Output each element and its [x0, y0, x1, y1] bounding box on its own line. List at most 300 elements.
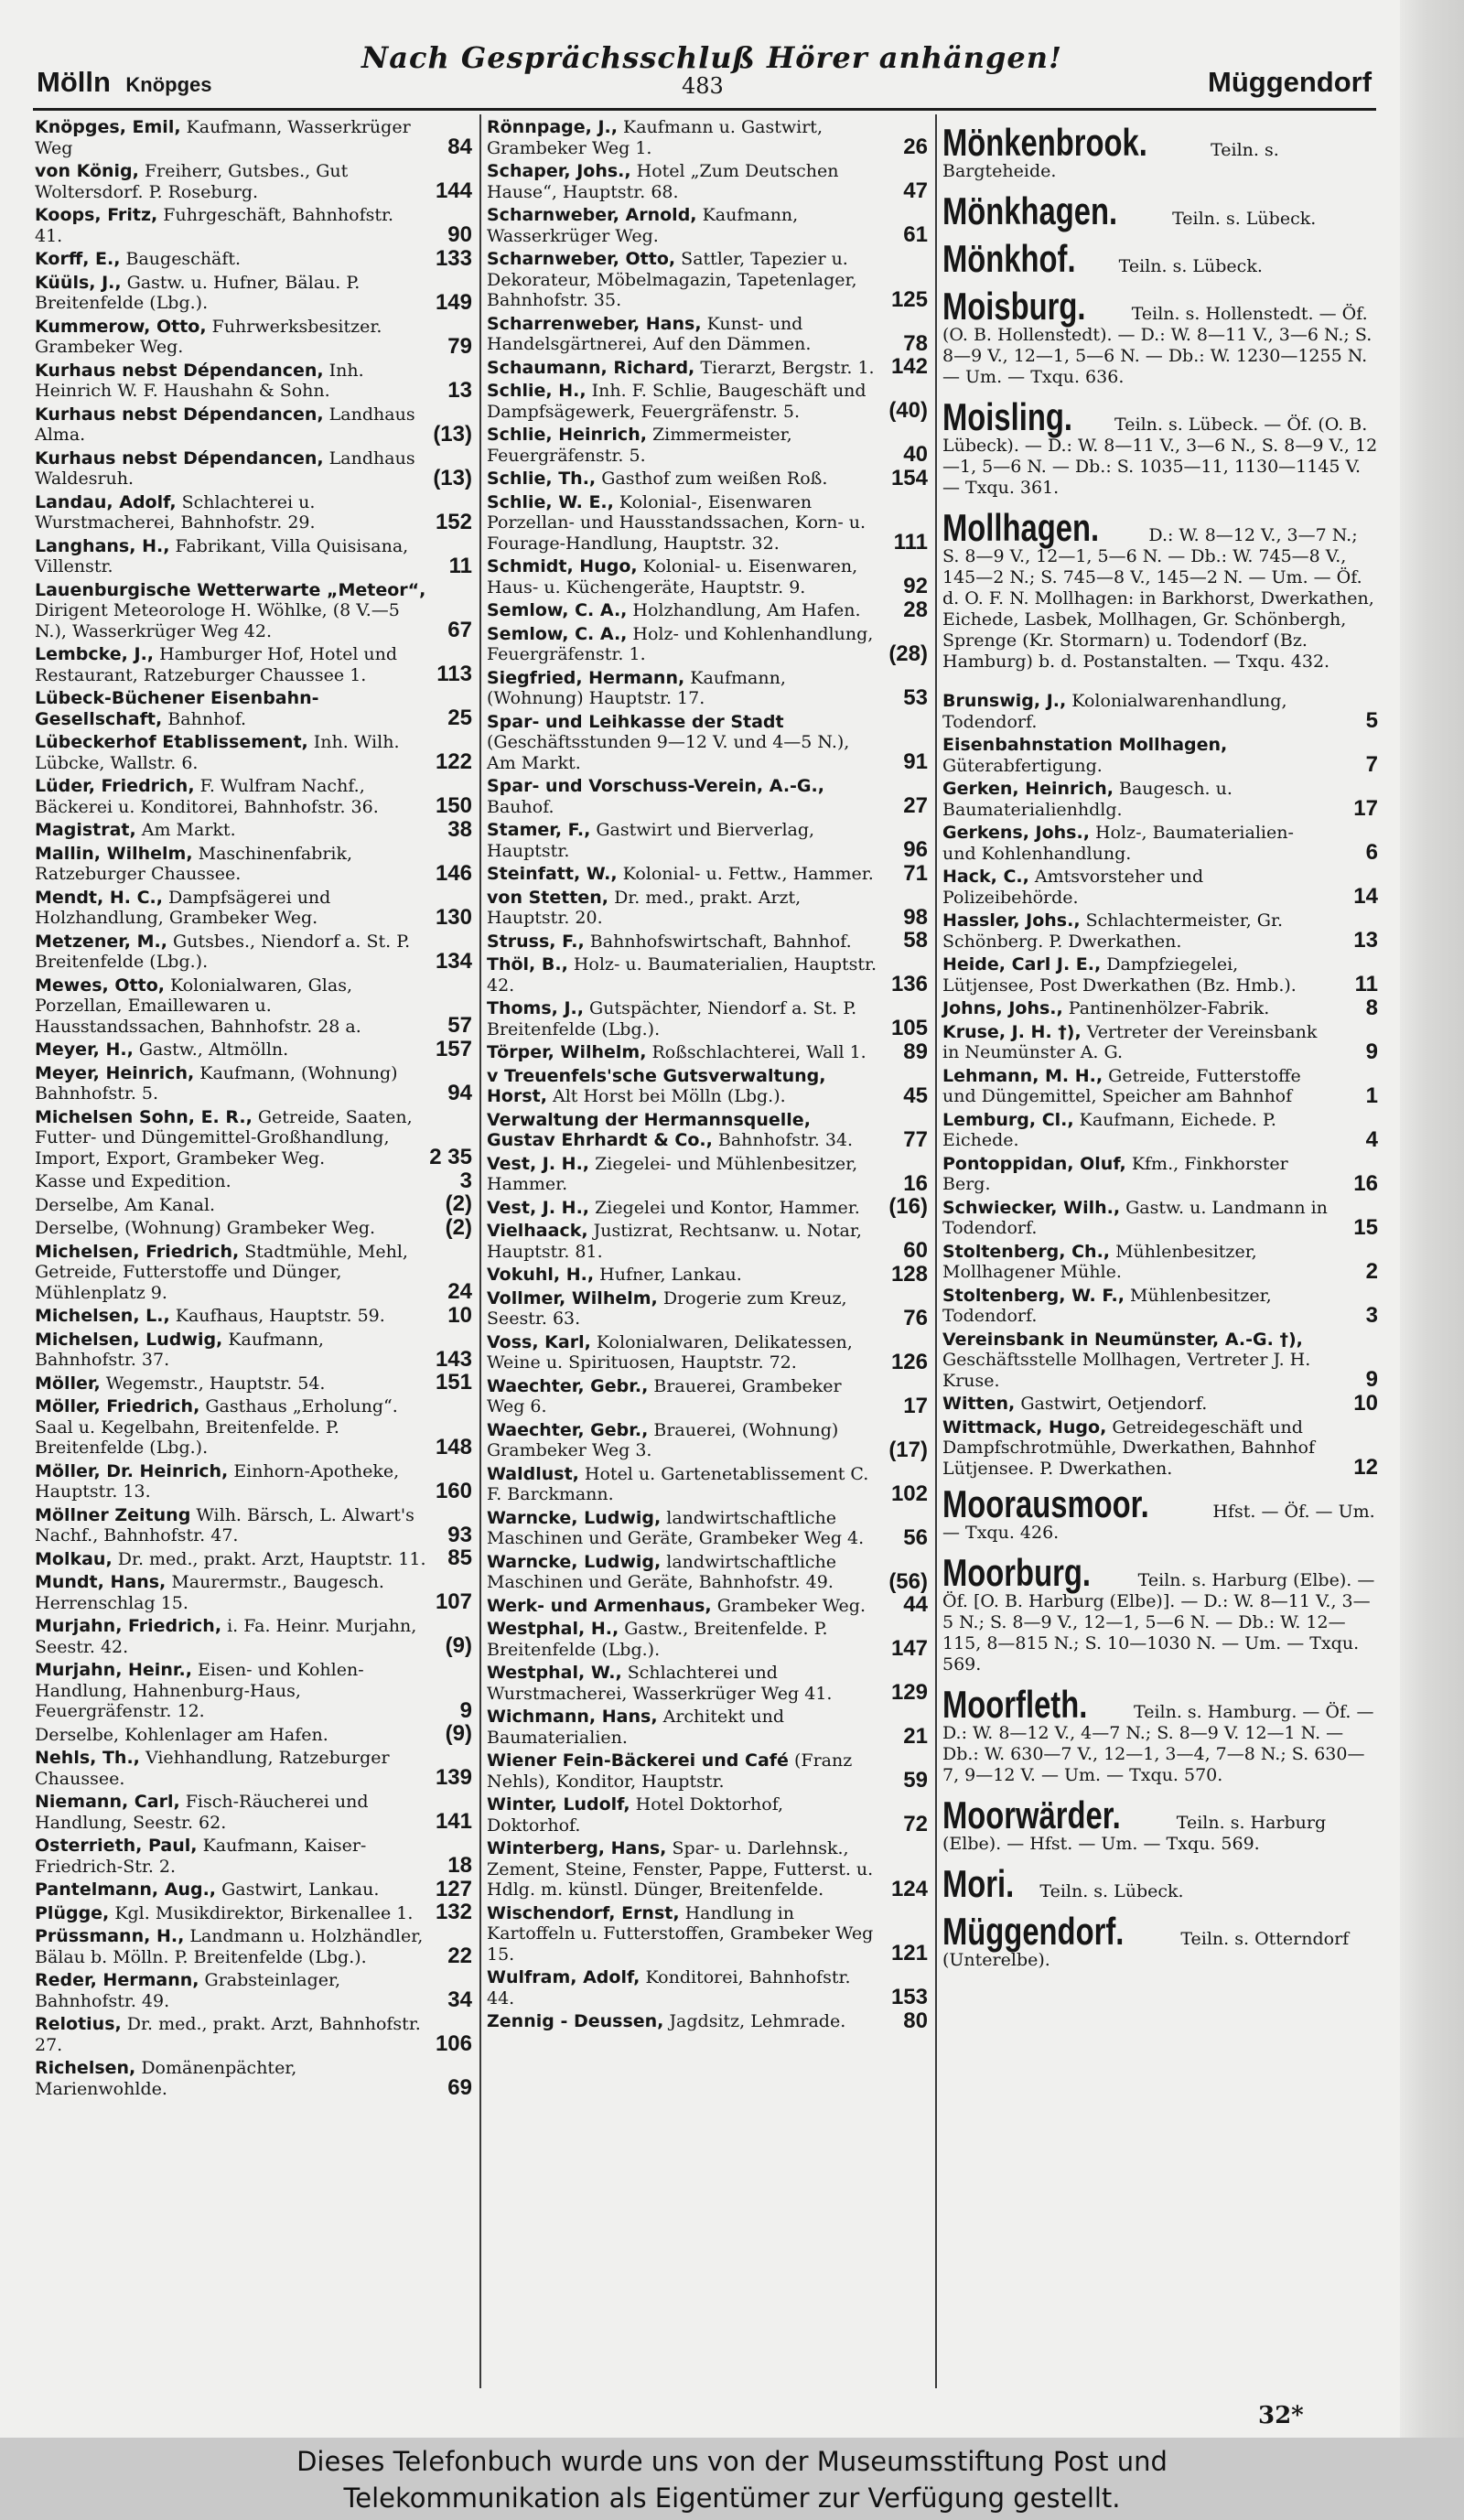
- directory-entry: [35, 932, 472, 973]
- entry-name: Gerken, Heinrich,: [942, 779, 1114, 799]
- entry-phone-number: 27: [903, 793, 928, 818]
- entry-details: Kgl. Musikdirektor, Birkenallee 1.: [114, 1902, 414, 1923]
- directory-entry: [942, 1417, 1378, 1480]
- entry-name: Steinfatt, W.,: [487, 864, 618, 884]
- entry-name: von König,: [35, 161, 139, 181]
- town-heading: [942, 237, 1378, 280]
- town-heading: [942, 506, 1378, 673]
- entry-phone-number: 26: [903, 135, 928, 159]
- entry-details: Gastw., Altmölln.: [138, 1039, 289, 1060]
- entry-phone-number: 89: [903, 1039, 928, 1064]
- entry-details: Landhaus Waldesruh.: [35, 447, 415, 489]
- directory-entry: [942, 954, 1378, 996]
- directory-entry: [487, 888, 928, 929]
- entry-phone-number: 96: [903, 837, 928, 862]
- entry-phone-number: 133: [435, 245, 472, 271]
- entry-name: Lübeckerhof Etablissement,: [35, 732, 308, 752]
- entry-name: Törper, Wilhelm,: [487, 1042, 647, 1062]
- entry-name: Westphal, H.,: [487, 1619, 619, 1639]
- entry-phone-number: 148: [435, 1434, 472, 1459]
- entry-phone-number: (28): [888, 641, 928, 666]
- directory-entry: [487, 1903, 928, 1965]
- entry-phone-number: 144: [435, 178, 472, 203]
- entry-name: Lüder, Friedrich,: [35, 776, 195, 796]
- entry-phone-number: 107: [435, 1589, 472, 1614]
- entry-details: Hamburger Hof, Hotel und Restaurant, Ratzeburger Chaussee 1.: [35, 644, 398, 685]
- entry-details: Fabrikant, Villa Quisisana, Villenstr.: [35, 535, 409, 576]
- entry-name: Heide, Carl J. E.,: [942, 954, 1102, 975]
- column-divider: [479, 114, 481, 2388]
- entry-details: Sattler, Tapezier u. Dekorateur, Möbelmagazin, Tapetenlager, Bahnhofstr. 35.: [487, 249, 857, 310]
- entry-phone-number: 18: [447, 1853, 472, 1878]
- entry-name: Schlie, Heinrich,: [487, 425, 647, 445]
- entry-name: Mewes, Otto,: [35, 975, 165, 996]
- directory-entry: [487, 117, 928, 158]
- entry-phone-number: 3: [459, 1168, 472, 1193]
- town-name: Müggendorf.: [942, 1910, 1125, 1953]
- directory-entry: [35, 1505, 472, 1546]
- directory-entry: [487, 1592, 928, 1617]
- entry-details: Hufner, Lankau.: [599, 1265, 742, 1285]
- directory-entry: [487, 1110, 928, 1151]
- entry-phone-number: 13: [1353, 928, 1378, 953]
- entry-name: Waldlust,: [487, 1463, 579, 1484]
- entry-phone-number: 105: [890, 1016, 928, 1040]
- directory-entry: [35, 117, 472, 158]
- entry-name: Stamer, F.,: [487, 820, 591, 840]
- entry-name: Struss, F.,: [487, 931, 585, 952]
- directory-entry: [35, 580, 472, 642]
- entry-name: Lübeck-Büchener Eisenbahn-Gesellschaft,: [35, 688, 319, 729]
- entry-details: Kaufhaus, Hauptstr. 59.: [175, 1306, 385, 1326]
- directory-entry: [35, 1926, 472, 1967]
- entry-details: Amtsvorsteher und Polizeibehörde.: [942, 867, 1204, 908]
- directory-entry: [942, 779, 1378, 820]
- entry-name: Relotius,: [35, 2014, 122, 2034]
- entry-name: Mallin, Wilhelm,: [35, 843, 193, 864]
- entry-name: Spar- und Leihkasse der Stadt: [487, 711, 784, 732]
- column-1: [35, 117, 472, 2102]
- entry-phone-number: 160: [435, 1478, 472, 1503]
- directory-entry: [487, 492, 928, 555]
- entry-details: Kaufmann, Wasserkrüger Weg: [35, 117, 411, 158]
- directory-entry: [942, 1154, 1378, 1195]
- directory-entry: [35, 205, 472, 246]
- entry-details: Mühlenbesitzer, Todendorf.: [942, 1285, 1272, 1326]
- directory-entry: [487, 1464, 928, 1505]
- directory-entry: [487, 1552, 928, 1593]
- entry-phone-number: 59: [903, 1768, 928, 1793]
- directory-entry: [487, 1194, 928, 1219]
- entry-name: Gerkens, Johs.,: [942, 823, 1090, 843]
- entry-details: Inh. F. Schlie, Baugeschäft und Dampfsägewerk, Feuergräfenstr. 5.: [487, 381, 867, 422]
- entry-phone-number: 134: [435, 948, 472, 974]
- entry-phone-number: 146: [435, 860, 472, 886]
- directory-entry: [35, 245, 472, 271]
- directory-entry: [487, 425, 928, 466]
- entry-details: Kolonial- u. Eisenwaren, Haus- u. Küchengeräte, Hauptstr. 9.: [487, 556, 858, 598]
- entry-phone-number: 149: [435, 289, 472, 315]
- entry-name: von Stetten,: [487, 887, 609, 908]
- entry-name: Mendt, H. C.,: [35, 887, 163, 908]
- town-heading: [942, 1910, 1378, 1971]
- entry-phone-number: 16: [1353, 1170, 1378, 1196]
- directory-entry: [487, 597, 928, 622]
- entry-details: Gastw., Breitenfelde. P. Breitenfelde (Lbg.).: [487, 1619, 828, 1660]
- entry-name: Lauenburgische Wetterwarte „Meteor“,: [35, 579, 426, 600]
- entry-details: i. Fa. Heinr. Murjahn, Seestr. 42.: [35, 1616, 417, 1657]
- directory-entry: [487, 860, 928, 886]
- town-heading: [942, 1862, 1378, 1905]
- entry-details: landwirtschaftliche Maschinen und Geräte, Bahnhofstr. 49.: [487, 1551, 837, 1592]
- entry-details: Gastwirt, Lankau.: [221, 1879, 380, 1900]
- entry-details: Roßschlachterei, Wall 1.: [651, 1042, 867, 1062]
- directory-entry: [35, 1900, 472, 1924]
- entry-details: Alt Horst bei Mölln (Lbg.).: [552, 1086, 786, 1106]
- entry-details: Holz- und Kohlenhandlung, Feuergräfenstr. 1.: [487, 623, 874, 664]
- directory-entry: [35, 776, 472, 817]
- entry-phone-number: 1: [1365, 1082, 1378, 1108]
- entry-details: Brauerei, (Wohnung) Grambeker Weg 3.: [487, 1419, 839, 1460]
- entry-phone-number: 12: [1353, 1455, 1378, 1480]
- directory-entry: [35, 1970, 472, 2011]
- directory-entry: [487, 1663, 928, 1704]
- entry-details: Kaufmann, (Wohnung) Hauptstr. 17.: [487, 667, 786, 708]
- entry-name: Semlow, C. A.,: [487, 600, 628, 620]
- entry-phone-number: 9: [1365, 1039, 1378, 1064]
- entry-phone-number: 90: [447, 222, 472, 247]
- entry-phone-number: 71: [903, 860, 928, 886]
- entry-details: Kaufmann, Wasserkrüger Weg.: [487, 205, 799, 246]
- directory-entry: [487, 820, 928, 861]
- entry-phone-number: 93: [447, 1522, 472, 1547]
- entry-details: Holz- u. Baumaterialien, Hauptstr. 42.: [487, 954, 877, 996]
- directory-entry: [487, 776, 928, 817]
- page-mark: 32*: [1258, 2402, 1304, 2429]
- entry-name: Pontoppidan, Oluf,: [942, 1153, 1126, 1174]
- entry-details: Dirigent Meteorologe H. Wöhlke, (8 V.—5 N.), Wasserkrüger Weg 42.: [35, 600, 400, 641]
- town-heading: [942, 189, 1378, 232]
- entry-phone-number: 40: [903, 442, 928, 467]
- entry-phone-number: 60: [903, 1238, 928, 1263]
- town-heading: [942, 1683, 1378, 1786]
- entry-details: Derselbe, Am Kanal.: [35, 1194, 216, 1215]
- directory-entry: [487, 1838, 928, 1901]
- directory-entry: [35, 1370, 472, 1395]
- town-name: Mönkenbrook.: [942, 121, 1147, 164]
- entry-phone-number: 157: [435, 1036, 472, 1061]
- entry-phone-number: 4: [1365, 1126, 1378, 1152]
- entry-details: Grambeker Weg.: [716, 1595, 867, 1616]
- entry-name: Hassler, Johs.,: [942, 910, 1081, 931]
- entry-phone-number: 9: [459, 1697, 472, 1723]
- town-details: Teiln. s. Otterndorf (Unterelbe).: [942, 1929, 1350, 1970]
- entry-phone-number: 38: [447, 816, 472, 842]
- directory-entry: [487, 668, 928, 709]
- directory-entry: [487, 1619, 928, 1660]
- entry-details: Holz-, Baumaterialien- und Kohlenhandlung.: [942, 823, 1294, 864]
- directory-entry: [487, 624, 928, 665]
- town-details: Teiln. s. Harburg (Elbe). — Hfst. — Um. — Txqu. 569.: [942, 1813, 1327, 1854]
- entry-name: Schaper, Johs.,: [487, 161, 631, 181]
- entry-details: Kolonial-, Eisenwaren Porzellan- und Hausstandssachen, Korn- u. Fourage-Handlung, Hauptstr. 32.: [487, 491, 867, 554]
- entry-phone-number: 45: [903, 1082, 928, 1108]
- entry-details: Kolonialwarenhandlung, Todendorf.: [942, 691, 1287, 732]
- entry-phone-number: 139: [435, 1765, 472, 1790]
- directory-entry: [35, 1302, 472, 1328]
- directory-entry: [942, 1198, 1378, 1239]
- entry-details: Justizrat, Rechtsanw. u. Notar, Hauptstr. 81.: [487, 1221, 862, 1262]
- town-heading: [942, 1551, 1378, 1675]
- entry-phone-number: 10: [447, 1302, 472, 1328]
- town-heading: [942, 285, 1378, 388]
- entry-details: Inh. Wilh. Lübcke, Wallstr. 6.: [35, 732, 400, 773]
- header-location: Mölln: [37, 66, 111, 98]
- directory-entry: [35, 361, 472, 402]
- directory-entry: [35, 644, 472, 685]
- entry-details: Landhaus Alma.: [35, 404, 415, 445]
- entry-details: Maschinenfabrik, Ratzeburger Chaussee.: [35, 843, 353, 884]
- entry-phone-number: 142: [890, 354, 928, 379]
- entry-phone-number: 125: [890, 286, 928, 312]
- entry-phone-number: 151: [435, 1370, 472, 1395]
- directory-entry: [35, 161, 472, 202]
- town-details: Teiln. s. Lübeck.: [1118, 256, 1263, 276]
- entry-name: Scharnweber, Arnold,: [487, 205, 697, 225]
- entry-details: Bauhof.: [487, 796, 554, 817]
- entry-name: Richelsen,: [35, 2058, 136, 2078]
- town-details: Teiln. s. Hollenstedt. — Öf. (O. B. Hollenstedt). — D.: W. 8—11 V., 3—6 N.; S. 8—9 V., 12—1, 5—6 N. — Db.: W. 1230—1255 N. — Um. — Txqu. 636.: [942, 304, 1372, 387]
- entry-details: Gastw. u. Landmann in Todendorf.: [942, 1197, 1328, 1238]
- entry-phone-number: 102: [890, 1481, 928, 1506]
- directory-entry: [35, 975, 472, 1038]
- entry-phone-number: 69: [447, 2075, 472, 2100]
- town-heading: [942, 121, 1378, 182]
- directory-entry: [487, 205, 928, 246]
- entry-phone-number: 15: [1353, 1214, 1378, 1240]
- town-details: Teiln. s. Bargteheide.: [942, 140, 1279, 181]
- directory-entry: [487, 1707, 928, 1748]
- entry-details: Gastwirt, Oetjendorf.: [1020, 1394, 1208, 1414]
- entry-name: Winter, Ludolf,: [487, 1794, 630, 1815]
- entry-details: Güterabfertigung.: [942, 755, 1103, 776]
- directory-entry: [487, 1750, 928, 1792]
- page-edge: [1400, 0, 1464, 2438]
- entry-phone-number: 17: [1353, 796, 1378, 821]
- entry-details: Wilh. Bärsch, L. Alwart's Nachf., Bahnhofstr. 47.: [35, 1504, 414, 1545]
- directory-entry: [35, 273, 472, 314]
- entry-name: Nehls, Th.,: [35, 1748, 140, 1768]
- directory-entry: [35, 1396, 472, 1459]
- directory-entry: [487, 712, 928, 774]
- directory-entry: [487, 1221, 928, 1262]
- entry-details: Kaufmann, (Wohnung) Bahnhofstr. 5.: [35, 1062, 398, 1104]
- entry-name: Waechter, Gebr.,: [487, 1419, 649, 1440]
- directory-entry: [35, 2014, 472, 2055]
- entry-phone-number: 56: [903, 1524, 928, 1550]
- entry-phone-number: 122: [435, 749, 472, 774]
- entry-name: Wischendorf, Ernst,: [487, 1902, 680, 1923]
- entry-name: Winterberg, Hans,: [487, 1838, 667, 1858]
- entry-name: Vest, J. H.,: [487, 1153, 590, 1174]
- entry-phone-number: 85: [447, 1545, 472, 1570]
- entry-details: Grabsteinlager, Bahnhofstr. 49.: [35, 1970, 341, 2011]
- entry-details: Bahnhof.: [167, 708, 247, 729]
- entry-name: Prüssmann, H.,: [35, 1926, 185, 1946]
- entry-phone-number: 11: [1354, 972, 1378, 996]
- entry-name: Vielhaack,: [487, 1221, 588, 1241]
- entry-name: Johns, Johs.,: [942, 998, 1063, 1018]
- entry-phone-number: 53: [903, 684, 928, 710]
- directory-entry: [487, 998, 928, 1039]
- entry-details: Derselbe, Kohlenlager am Hafen.: [35, 1724, 328, 1745]
- entry-phone-number: (17): [888, 1437, 928, 1462]
- header-rule: [33, 108, 1376, 111]
- entry-details: Einhorn-Apotheke, Hauptstr. 13.: [35, 1460, 400, 1502]
- entry-name: Brunswig, J.,: [942, 691, 1067, 711]
- directory-entry: [35, 1836, 472, 1877]
- directory-entry: [35, 844, 472, 885]
- entry-name: Wiener Fein-Bäckerei und Café: [487, 1750, 789, 1771]
- entry-name: Vokuhl, H.,: [487, 1265, 595, 1285]
- entry-details: Gutsbes., Niendorf a. St. P. Breitenfelde (Lbg.).: [35, 931, 411, 972]
- entry-phone-number: 154: [890, 465, 928, 490]
- entry-name: Korff, E.,: [35, 249, 121, 269]
- entry-name: Werk- und Armenhaus,: [487, 1595, 712, 1616]
- entry-name: Spar- und Vorschuss-Verein, A.-G.,: [487, 776, 824, 796]
- entry-details: landwirtschaftliche Maschinen und Geräte, Grambeker Weg 4.: [487, 1507, 865, 1548]
- entry-phone-number: 2: [1365, 1258, 1378, 1284]
- entry-name: Kurhaus nebst Dépendancen,: [35, 447, 324, 468]
- entry-details: Am Markt.: [141, 820, 236, 840]
- entry-phone-number: 13: [447, 377, 472, 403]
- entry-details: Domänenpächter, Marienwohlde.: [35, 2058, 297, 2099]
- town-details: Hfst. — Öf. — Um. — Txqu. 426.: [942, 1502, 1375, 1543]
- directory-entry: [35, 1461, 472, 1502]
- directory-entry: [35, 448, 472, 490]
- entry-details: Derselbe, (Wohnung) Grambeker Weg.: [35, 1218, 376, 1238]
- entry-phone-number: (2): [445, 1191, 472, 1216]
- directory-entry: [35, 536, 472, 577]
- entry-phone-number: 150: [435, 793, 472, 818]
- entry-name: Zennig - Deussen,: [487, 2011, 664, 2031]
- entry-phone-number: 136: [890, 972, 928, 996]
- entry-phone-number: 147: [890, 1636, 928, 1661]
- entry-phone-number: 58: [903, 928, 928, 953]
- entry-name: Vest, J. H.,: [487, 1197, 590, 1218]
- town-name: Moorfleth.: [942, 1683, 1088, 1726]
- town-details: D.: W. 8—12 V., 3—7 N.; S. 8—9 V., 12—1, 5—6 N. — Db.: W. 745—8 V., 145—2 N.; S. 745—8 V., 145—2 N. — Um. — Öf. d. O. F. N. Mollhagen: in Barkhorst, Dwerkathen, Eichede, Lasbek, Mollhagen, Gr. Schönbergh, Sprenge (Kr. Stormarn) u. Todendorf (Bz. Hamburg) b. d. Postanstalten. — Txqu. 432.: [942, 525, 1374, 672]
- entry-name: v Treuenfels'sche Gutsverwaltung, Horst,: [487, 1065, 826, 1106]
- entry-phone-number: 132: [435, 1900, 472, 1924]
- entry-phone-number: 124: [890, 1876, 928, 1901]
- entry-name: Stoltenberg, Ch.,: [942, 1241, 1111, 1262]
- town-details: Teiln. s. Lübeck. — Öf. (O. B. Lübeck). — D.: W. 8—11 V., 3—6 N., S. 8—9 V., 12—1, 5—6 N. — Db.: S. 1035—11, 1130—1145 V. — Txqu. 361.: [942, 415, 1378, 498]
- town-name: Mönkhagen.: [942, 189, 1118, 232]
- entry-phone-number: 21: [903, 1724, 928, 1749]
- entry-phone-number: 91: [903, 749, 928, 774]
- entry-details: Kaufmann, Eichede. P. Eichede.: [942, 1109, 1276, 1150]
- entry-phone-number: 153: [890, 1985, 928, 2009]
- entry-details: Fisch-Räucherei und Handlung, Seestr. 62.: [35, 1792, 369, 1833]
- entry-details: Landmann u. Holzhändler, Bälau b. Mölln. P. Breitenfelde (Lbg.).: [35, 1926, 424, 1967]
- entry-details: Konditorei, Bahnhofstr. 44.: [487, 1967, 851, 2008]
- entry-name: Warncke, Ludwig,: [487, 1551, 662, 1572]
- entry-name: Murjahn, Friedrich,: [35, 1616, 222, 1636]
- town-details: Teiln. s. Lübeck.: [1039, 1881, 1184, 1901]
- entry-name: Warncke, Ludwig,: [487, 1507, 662, 1528]
- column-3: [942, 117, 1378, 1989]
- header-right: Müggendorf: [1208, 66, 1372, 98]
- entry-name: Michelsen, Friedrich,: [35, 1241, 240, 1262]
- entry-details: Dampfsägerei und Holzhandlung, Grambeker Weg.: [35, 887, 331, 928]
- entry-name: Schwiecker, Wilh.,: [942, 1197, 1121, 1218]
- entry-details: Kolonialwaren, Delikatessen, Weine u. Spirituosen, Hauptstr. 72.: [487, 1331, 853, 1373]
- entry-name: Hack, C.,: [942, 867, 1029, 887]
- directory-entry: [35, 1191, 472, 1216]
- directory-entry: [35, 1792, 472, 1833]
- entry-name: Thoms, J.,: [487, 998, 584, 1018]
- entry-details: Viehhandlung, Ratzeburger Chaussee.: [35, 1748, 390, 1789]
- directory-entry: [35, 1545, 472, 1570]
- entry-details: Gastwirt und Bierverlag, Hauptstr.: [487, 820, 815, 861]
- entry-phone-number: 98: [903, 904, 928, 930]
- entry-name: Scharnweber, Otto,: [487, 249, 676, 269]
- entry-details: Ziegelei- und Mühlenbesitzer, Hammer.: [487, 1153, 858, 1194]
- entry-name: Witten,: [942, 1394, 1016, 1414]
- directory-entry: [942, 910, 1378, 952]
- directory-entry: [35, 1616, 472, 1657]
- entry-phone-number: 152: [435, 509, 472, 534]
- directory-entry: [487, 1332, 928, 1373]
- entry-phone-number: (40): [888, 398, 928, 423]
- entry-phone-number: 57: [447, 1013, 472, 1038]
- footer-line-2: Telekommunikation als Eigentümer zur Verfügung gestellt.: [343, 2482, 1121, 2514]
- entry-details: Kolonialwaren, Glas, Porzellan, Emaillewaren u. Hausstandssachen, Bahnhofstr. 28 a.: [35, 975, 361, 1037]
- town-name: Moisling.: [942, 395, 1072, 438]
- entry-phone-number: 16: [903, 1170, 928, 1196]
- footer-banner: [0, 2438, 1464, 2520]
- entry-details: Freiherr, Gutsbes., Gut Woltersdorf. P. Roseburg.: [35, 161, 349, 202]
- directory-entry: [35, 1214, 472, 1240]
- entry-details: Brauerei, Grambeker Weg 6.: [487, 1375, 842, 1416]
- entry-phone-number: 47: [903, 178, 928, 203]
- directory-entry: [35, 1572, 472, 1613]
- entry-details: Gasthof zum weißen Roß.: [601, 468, 828, 489]
- entry-details: Geschäftsstelle Mollhagen, Vertreter J. H. Kruse.: [942, 1350, 1311, 1391]
- directory-entry: [35, 1876, 472, 1901]
- entry-details: Tierarzt, Bergstr. 1.: [700, 357, 875, 378]
- entry-details: Schlachtermeister, Gr. Schönberg. P. Dwerkathen.: [942, 910, 1283, 952]
- directory-entry: [35, 816, 472, 842]
- town-name: Mollhagen.: [942, 506, 1100, 549]
- directory-entry: [487, 556, 928, 598]
- entry-phone-number: 121: [890, 1941, 928, 1965]
- entry-details: Bahnhofstr. 34.: [717, 1130, 854, 1150]
- entry-details: Handlung in Kartoffeln u. Futterstoffen, Grambeker Weg 15.: [487, 1902, 874, 1965]
- entry-details: Kunst- und Handelsgärtnerei, Auf den Dämmen.: [487, 313, 812, 354]
- entry-details: Getreide, Futterstoffe und Düngemittel, Speicher am Bahnhof: [942, 1065, 1301, 1106]
- header-notice: Nach Gesprächsschluß Hörer anhängen!: [361, 40, 1063, 75]
- entry-phone-number: 24: [447, 1279, 472, 1304]
- entry-name: Semlow, C. A.,: [487, 623, 628, 644]
- entry-name: Michelsen Sohn, E. R.,: [35, 1106, 253, 1127]
- entry-details: Kaufmann, Kaiser-Friedrich-Str. 2.: [35, 1836, 367, 1877]
- entry-details: Dampfziegelei, Lütjensee, Post Dwerkathen (Bz. Hmb.).: [942, 954, 1297, 996]
- directory-entry: [942, 1242, 1378, 1283]
- directory-entry: [487, 1508, 928, 1549]
- entry-details: Dr. med., prakt. Arzt, Hauptstr. 20.: [487, 887, 802, 928]
